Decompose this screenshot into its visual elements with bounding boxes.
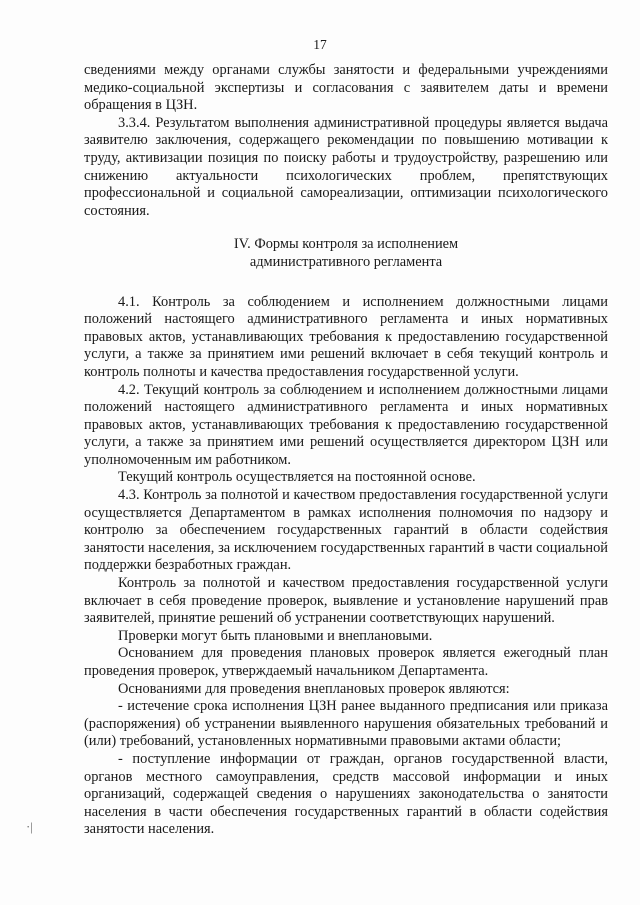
paragraph-4-3: 4.3. Контроль за полнотой и качеством предоставления государственной услуги осуществляется Департаментом в рамках исполнения полномочия по надзору и контролю за обеспечением государственных гарантий в области содействия занятости населения, за исключением государственных гарантий в части социальной поддержки безработных граждан.: [84, 487, 608, 574]
paragraph-current-control: Текущий контроль осуществляется на постоянной основе.: [118, 469, 476, 486]
document-body: [84, 62, 608, 839]
list-item-information: - поступление информации от граждан, органов государственной власти, органов местного самоуправления, средств массовой информации и иных организаций, содержащей сведения о нарушениях законодательства о занятости населения в части обеспечения государственных гарантий в области содействия занятости населения.: [84, 750, 608, 838]
paragraph-4-2: 4.2. Текущий контроль за соблюдением и исполнением должностными лицами положений настоящего административного регламента и иных нормативных правовых актов, устанавливающих требования к предоставлению государственной услуги, а также за принятием ими решений осуществляется директором ЦЗН или уполномоченным им работником.: [84, 381, 608, 468]
margin-mark: ·|: [26, 819, 33, 834]
paragraph-4-1: 4.1. Контроль за соблюдением и исполнением должностными лицами положений настоящего административного регламента и иных нормативных правовых актов, устанавливающих требования к предоставлению государственной услуги, а также за принятием ими решений включает в себя текущий контроль и контроль полноты и качества предоставления государственной услуги.: [84, 293, 608, 380]
section-heading-line-2: административного регламента: [249, 253, 443, 270]
list-item-deadline: - истечение срока исполнения ЦЗН ранее выданного предписания или приказа (распоряжения) об устранении выявленного нарушения обязательных требований и (или) требований, установленных нормативными правовыми актами области;: [84, 698, 608, 750]
section-heading-line-1: IV. Формы контроля за исполнением: [233, 236, 459, 253]
page-number: 17: [313, 37, 327, 52]
paragraph-continuation: сведениями между органами службы занятости и федеральными учреждениями медико-социальной экспертизы и согласования с заявителем даты и времени обращения в ЦЗН.: [84, 62, 608, 114]
paragraph-3-3-4: 3.3.4. Результатом выполнения административной процедуры является выдача заявителю заключения, содержащего рекомендации по повышению мотивации к труду, активизации позиция по поиску работы и трудоустройству, разрешению или снижению актуальности психологических проблем, препятствующих профессиональной и социальной самореализации, оптимизации психологического состояния.: [84, 114, 608, 219]
paragraph-unplanned-basis: Основаниями для проведения внеплановых проверок являются:: [118, 680, 510, 697]
paragraph-inspection-types: Проверки могут быть плановыми и внеплановыми.: [118, 627, 433, 644]
section-heading: [84, 236, 608, 271]
paragraph-planned-basis: Основанием для проведения плановых проверок является ежегодный план проведения проверок, утверждаемый начальником Департамента.: [84, 645, 608, 679]
paragraph-control-scope: Контроль за полнотой и качеством предоставления государственной услуги включает в себя проведение проверок, выявление и установление нарушений прав заявителей, принятие решений об устранении соответствующих нарушений.: [84, 575, 608, 627]
